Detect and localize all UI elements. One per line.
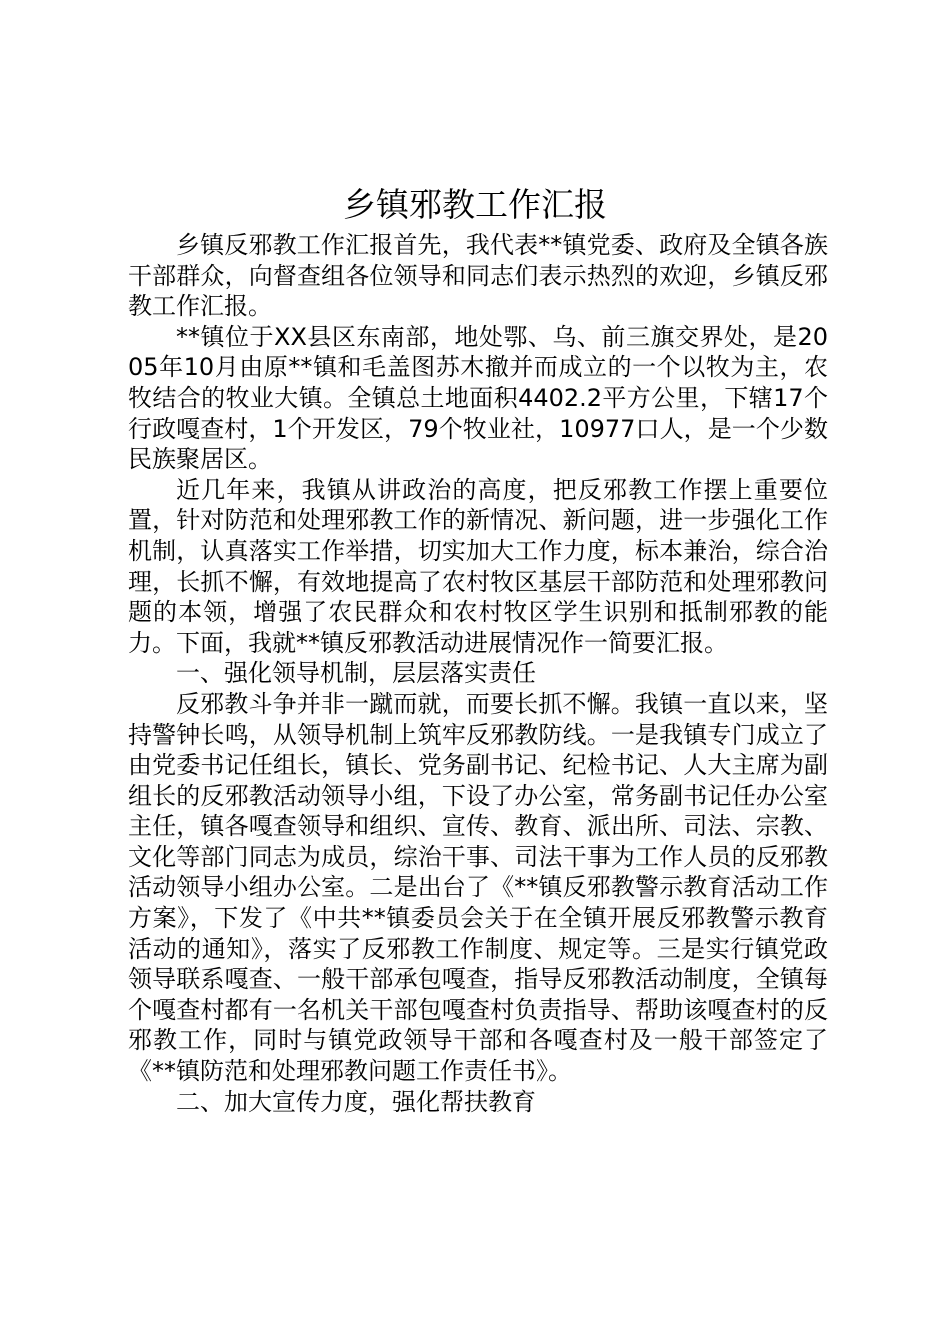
paragraph-town-overview: **镇位于XX县区东南部，地处鄂、乌、前三旗交界处，是2005年10月由原**镇和毛盖图苏木撤并而成立的一个以牧为主，农牧结合的牧业大镇。全镇总土地面积4402.2平方公里，下辖17个行政嘎查村，1个开发区，79个牧业社，10977口人，是一个少数民族聚居区。 — [128, 322, 828, 474]
section-heading-2: 二、加大宣传力度，强化帮扶教育 — [176, 1087, 536, 1116]
paragraph-leadership: 反邪教斗争并非一蹴而就，而要长抓不懈。我镇一直以来，坚持警钟长鸣，从领导机制上筑牢反邪教防线。一是我镇专门成立了由党委书记任组长，镇长、党务副书记、纪检书记、人大主席为副组长的反邪教活动领导小组，下设了办公室，常务副书记任办公室主任，镇各嘎查领导和组织、宣传、教育、派出所、司法、宗教、文化等部门同志为成员，综治干事、司法干事为工作人员的反邪教活动领导小组办公室。二是出台了《**镇反邪教警示教育活动工作方案》，下发了《中共**镇委员会关于在全镇开展反邪教警示教育活动的通知》，落实了反邪教工作制度、规定等。三是实行镇党政领导联系嘎查、一般干部承包嘎查，指导反邪教活动制度，全镇每个嘎查村都有一名机关干部包嘎查村负责指导、帮助该嘎查村的反邪教工作，同时与镇党政领导干部和各嘎查村及一般干部签定了《**镇防范和处理邪教问题工作责任书》。 — [128, 689, 828, 1086]
document-title: 乡镇邪教工作汇报 — [343, 185, 607, 224]
paragraph-intro: 乡镇反邪教工作汇报首先，我代表**镇党委、政府及全镇各族干部群众，向督查组各位领导和同志们表示热烈的欢迎，乡镇反邪教工作汇报。 — [128, 231, 828, 321]
paragraph-recent-years: 近几年来，我镇从讲政治的高度，把反邪教工作摆上重要位置，针对防范和处理邪教工作的新情况、新问题，进一步强化工作机制，认真落实工作举措，切实加大工作力度，标本兼治，综合治理，长抓不懈，有效地提高了农村牧区基层干部防范和处理邪教问题的本领，增强了农民群众和农村牧区学生识别和抵制邪教的能力。下面，我就**镇反邪教活动进展情况作一简要汇报。 — [128, 475, 828, 657]
section-heading-1: 一、强化领导机制，层层落实责任 — [176, 659, 536, 688]
document-body — [128, 230, 828, 1117]
